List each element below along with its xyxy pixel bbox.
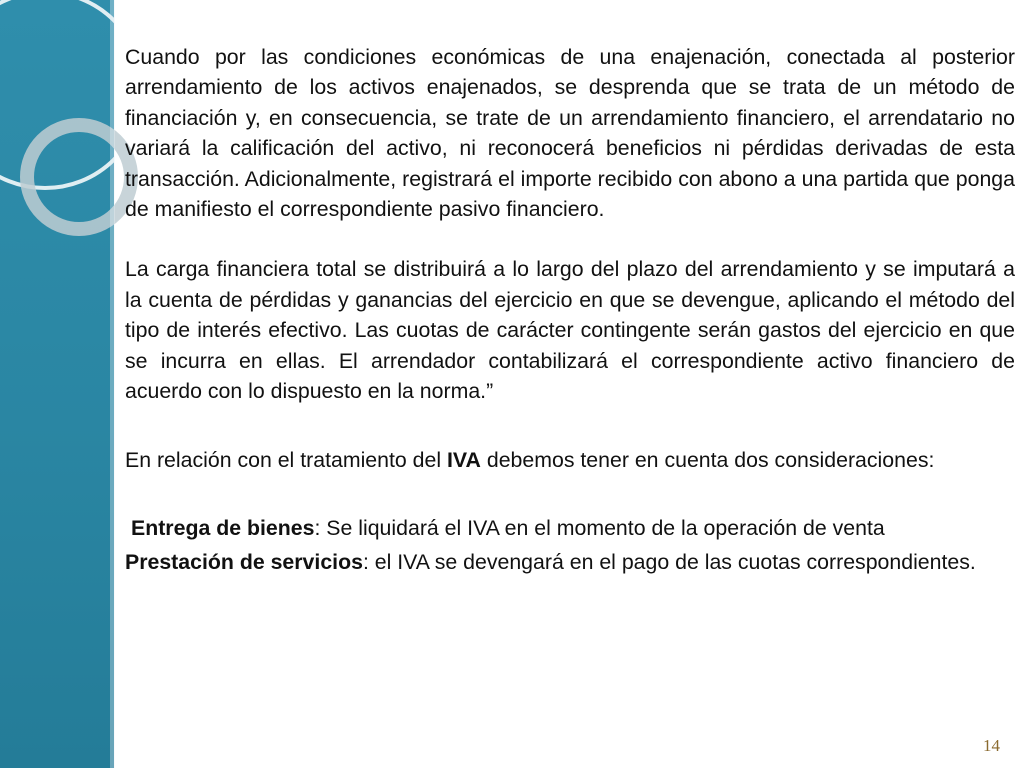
paragraph-sale-leaseback: Cuando por las condiciones económicas de una enajenación, conectada al posterior arrendamiento de los activos enajenados, se desprenda que se trata de un método de financiación y, en consecuencia, se trate de un arrendamiento financiero, el arrendatario no variará la calificación del activo, ni reconocerá beneficios ni pérdidas derivadas de esta transacción. Adicionalmente, registrará el importe recibido con abono a una partida que ponga de manifiesto el correspondiente pasivo financiero.	[125, 45, 1015, 222]
service-provision-label: Prestación de servicios	[125, 550, 363, 575]
sidebar-decoration	[0, 0, 114, 768]
paragraph-service-provision	[125, 547, 1015, 577]
iva-intro-text-end: debemos tener en cuenta dos consideraciones:	[480, 448, 935, 473]
decorative-ring-small	[20, 118, 138, 236]
paragraph-financial-charge: La carga financiera total se distribuirá a lo largo del plazo del arrendamiento y se imputará a la cuenta de pérdidas y ganancias del ejercicio en que se devengue, aplicando el método del tipo de interés efectivo. Las cuotas de carácter contingente serán gastos del ejercicio en que se incurra en ellas. El arrendador contabilizará el correspondiente activo financiero de acuerdo con lo dispuesto en la norma.”	[125, 257, 1015, 404]
goods-delivery-text: : Se liquidará el IVA en el momento de la operación de venta	[314, 515, 885, 540]
goods-delivery-label: Entrega de bienes	[131, 515, 315, 540]
iva-bold-label: IVA	[447, 448, 481, 473]
service-provision-text: : el IVA se devengará en el pago de las cuotas correspondientes.	[362, 550, 976, 575]
page-number: 14	[983, 736, 1000, 755]
iva-intro-text-start: En relación con el tratamiento del	[125, 448, 448, 473]
paragraph-iva-intro	[125, 445, 1015, 475]
slide-body	[125, 42, 1015, 578]
sidebar-edge	[110, 0, 115, 768]
paragraph-goods-delivery	[125, 513, 1015, 543]
